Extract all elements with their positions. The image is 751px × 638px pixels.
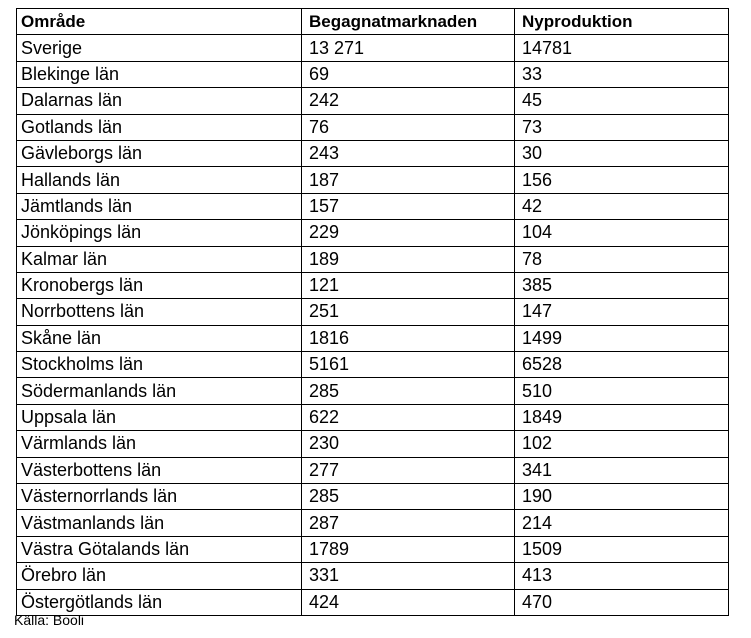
table-row: [17, 220, 729, 246]
cell-used-market: 277: [302, 457, 515, 483]
table-row: [17, 484, 729, 510]
cell-used-market: 331: [302, 563, 515, 589]
cell-area: Uppsala län: [17, 404, 302, 430]
cell-area: Norrbottens län: [17, 299, 302, 325]
table-row: [17, 299, 729, 325]
cell-used-market: 76: [302, 114, 515, 140]
cell-area: Stockholms län: [17, 352, 302, 378]
cell-new-production: 73: [515, 114, 729, 140]
cell-used-market: 622: [302, 404, 515, 430]
cell-used-market: 1816: [302, 325, 515, 351]
table-row: [17, 114, 729, 140]
table-row: [17, 404, 729, 430]
cell-new-production: 1849: [515, 404, 729, 430]
table-row: [17, 246, 729, 272]
cell-used-market: 285: [302, 378, 515, 404]
cell-new-production: 190: [515, 484, 729, 510]
cell-used-market: 121: [302, 272, 515, 298]
cell-used-market: 13 271: [302, 35, 515, 61]
table-header-row: [17, 9, 729, 35]
cell-area: Södermanlands län: [17, 378, 302, 404]
table-row: [17, 61, 729, 87]
cell-new-production: 102: [515, 431, 729, 457]
cell-used-market: 251: [302, 299, 515, 325]
table-row: [17, 140, 729, 166]
cell-used-market: 189: [302, 246, 515, 272]
cell-used-market: 229: [302, 220, 515, 246]
column-header-area: Område: [17, 9, 302, 35]
table-row: [17, 193, 729, 219]
cell-area: Gävleborgs län: [17, 140, 302, 166]
table-row: [17, 352, 729, 378]
cell-new-production: 45: [515, 88, 729, 114]
cell-new-production: 147: [515, 299, 729, 325]
regional-housing-table: [16, 8, 729, 616]
cell-used-market: 242: [302, 88, 515, 114]
cell-used-market: 243: [302, 140, 515, 166]
table-row: [17, 88, 729, 114]
cell-used-market: 285: [302, 484, 515, 510]
cell-area: Skåne län: [17, 325, 302, 351]
cell-used-market: 1789: [302, 536, 515, 562]
table-row: [17, 536, 729, 562]
table-row: [17, 510, 729, 536]
cell-area: Blekinge län: [17, 61, 302, 87]
cell-new-production: 42: [515, 193, 729, 219]
cell-new-production: 6528: [515, 352, 729, 378]
cell-area: Kalmar län: [17, 246, 302, 272]
cell-new-production: 1509: [515, 536, 729, 562]
cell-area: Jämtlands län: [17, 193, 302, 219]
cell-area: Gotlands län: [17, 114, 302, 140]
cell-new-production: 385: [515, 272, 729, 298]
table-body: [17, 35, 729, 616]
cell-area: Västernorrlands län: [17, 484, 302, 510]
table-row: [17, 589, 729, 615]
cell-used-market: 69: [302, 61, 515, 87]
cell-new-production: 78: [515, 246, 729, 272]
cell-area: Västmanlands län: [17, 510, 302, 536]
cell-area: Hallands län: [17, 167, 302, 193]
cell-used-market: 230: [302, 431, 515, 457]
cell-new-production: 341: [515, 457, 729, 483]
cell-area: Västerbottens län: [17, 457, 302, 483]
cell-used-market: 287: [302, 510, 515, 536]
cell-used-market: 424: [302, 589, 515, 615]
cell-used-market: 187: [302, 167, 515, 193]
cell-new-production: 510: [515, 378, 729, 404]
cell-new-production: 30: [515, 140, 729, 166]
cell-new-production: 14781: [515, 35, 729, 61]
cell-area: Västra Götalands län: [17, 536, 302, 562]
column-header-used-market: Begagnatmarknaden: [302, 9, 515, 35]
column-header-new-production: Nyproduktion: [515, 9, 729, 35]
table-row: [17, 378, 729, 404]
cell-new-production: 33: [515, 61, 729, 87]
cell-used-market: 157: [302, 193, 515, 219]
table-row: [17, 272, 729, 298]
source-note: Källa: Booli: [14, 612, 85, 628]
table-row: [17, 35, 729, 61]
cell-area: Sverige: [17, 35, 302, 61]
data-table-container: [16, 8, 729, 616]
cell-new-production: 104: [515, 220, 729, 246]
cell-new-production: 1499: [515, 325, 729, 351]
table-row: [17, 563, 729, 589]
cell-area: Örebro län: [17, 563, 302, 589]
table-row: [17, 431, 729, 457]
table-row: [17, 457, 729, 483]
cell-new-production: 413: [515, 563, 729, 589]
cell-new-production: 156: [515, 167, 729, 193]
cell-new-production: 470: [515, 589, 729, 615]
cell-new-production: 214: [515, 510, 729, 536]
table-row: [17, 325, 729, 351]
cell-area: Jönköpings län: [17, 220, 302, 246]
table-row: [17, 167, 729, 193]
cell-area: Dalarnas län: [17, 88, 302, 114]
cell-area: Östergötlands län: [17, 589, 302, 615]
cell-used-market: 5161: [302, 352, 515, 378]
cell-area: Kronobergs län: [17, 272, 302, 298]
cell-area: Värmlands län: [17, 431, 302, 457]
